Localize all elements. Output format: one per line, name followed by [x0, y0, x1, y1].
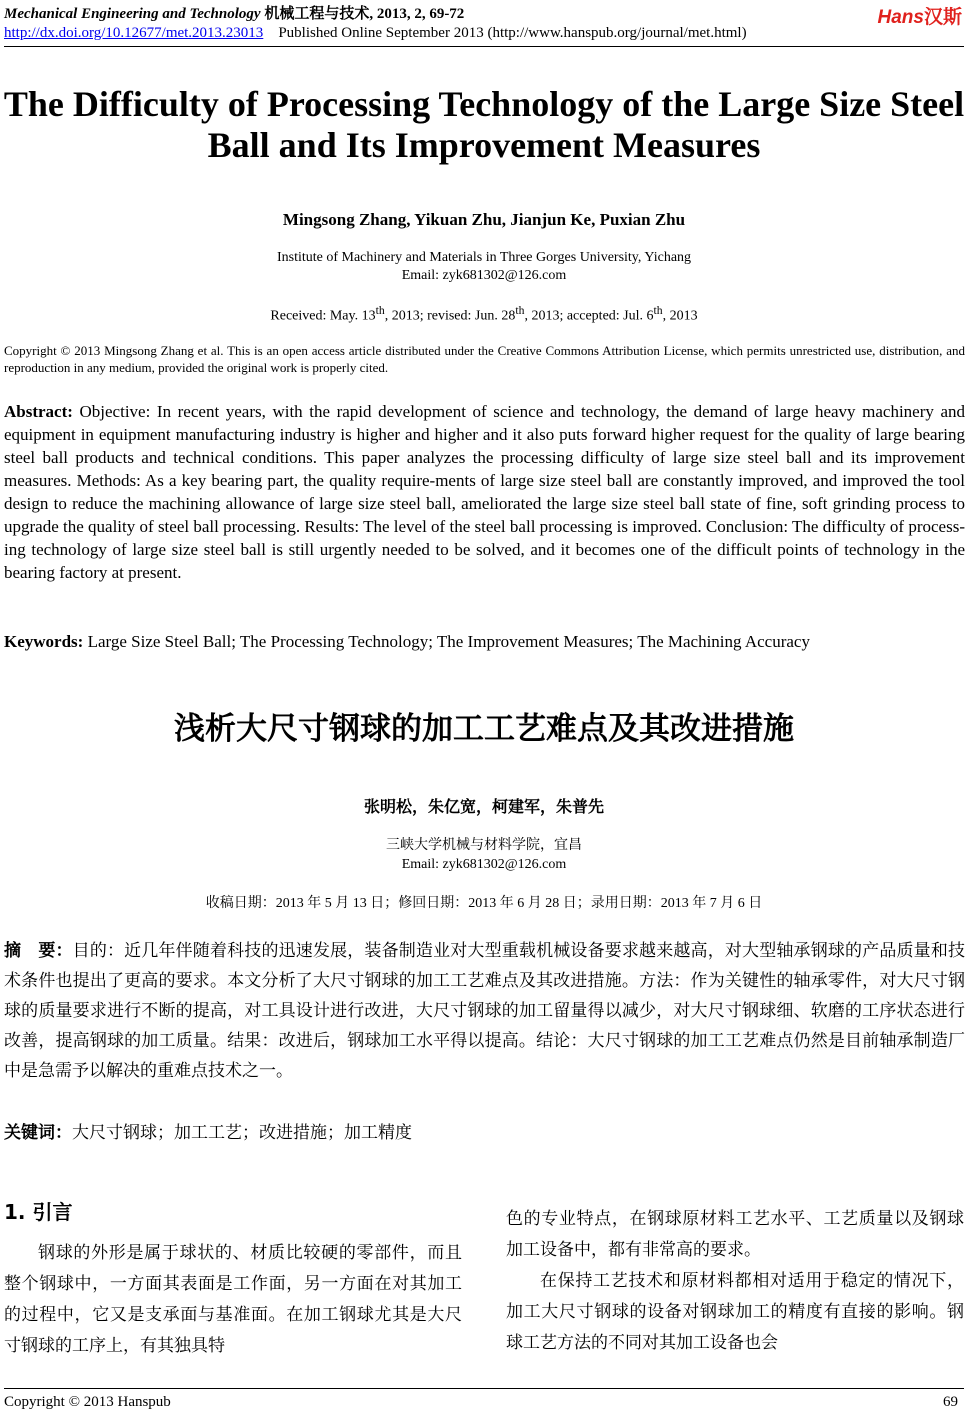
journal-volume-info: 机械工程与技术, 2013, 2, 69-72 [264, 6, 465, 22]
accepted-year: , 2013 [662, 308, 698, 324]
footer-divider [4, 1388, 964, 1389]
accepted-date: , 2013; accepted: Jul. 6 [524, 308, 654, 324]
doi-link[interactable]: http://dx.doi.org/10.12677/met.2013.23013 [4, 25, 264, 41]
abstract-en [4, 400, 965, 584]
section-heading: 1. 引言 [4, 1200, 73, 1224]
keywords-text: Large Size Steel Ball; The Processing Technology; The Improvement Measures; The Machining Accuracy [87, 632, 810, 651]
keywords-cn [4, 1118, 965, 1143]
keywords-cn-label: 关键词： [4, 1123, 72, 1143]
abstract-cn [4, 936, 965, 1086]
received-date: Received: May. 13 [270, 308, 376, 324]
revised-date: , 2013; revised: Jun. 28 [384, 308, 516, 324]
authors-cn: 张明松，朱亿宽，柯建军，朱普先 [363, 797, 604, 816]
abstract-cn-label: 摘 要： [4, 941, 73, 961]
affiliation-block-en [0, 249, 968, 285]
journal-name: Mechanical Engineering and Technology [4, 6, 261, 22]
keywords-cn-text: 大尺寸钢球；加工工艺；改进措施；加工精度 [72, 1123, 412, 1143]
page-number: 69 [943, 1394, 958, 1410]
publisher-logo [878, 2, 962, 29]
paper-title-en: The Difficulty of Processing Technology of the Large Size Steel Ball and Its Improvement Measures [3, 84, 965, 165]
body-paragraph: 色的专业特点，在钢球原材料工艺水平、工艺质量以及钢球加工设备中，都有非常高的要求。 [506, 1209, 964, 1260]
received-dates-cn: 收稿日期：2013 年 5 月 13 日；修回日期：2013 年 6 月 28 日；录用日期：2013 年 7 月 6 日 [205, 896, 763, 911]
journal-header [4, 2, 464, 23]
authors-en: Mingsong Zhang, Yikuan Zhu, Jianjun Ke, Puxian Zhu [282, 210, 686, 229]
ordinal-suffix: th [653, 304, 663, 317]
affiliation-en: Institute of Machinery and Materials in Three Gorges University, Yichang [276, 250, 692, 265]
email-en: Email: zyk681302@126.com [401, 268, 567, 283]
affiliation-block-cn [0, 836, 968, 874]
header-divider [4, 46, 964, 47]
body-column-right [506, 1204, 964, 1359]
abstract-text: Objective: In recent years, with the rapid development of science and technology, the demand of large heavy machinery and equipment in equipment manufacturing industry is higher and higher and it also puts forward higher request for the quality of large bearing steel ball products and technical conditions. This paper analyzes the processing difficulty of large size steel ball and its improvement measures. Methods: As a key bearing part, the quality require-ments of large size steel ball are constantly improved, and improved the tool design to reduce the machining allowance of large size steel ball, ameliorated the large size steel ball state of fine, soft grinding process to upgrade the quality of steel ball processing. Results: The level of the steel ball processing is improved. Conclusion: The difficulty of process-ing technology of large size steel ball is still urgently needed to be solved, and it becomes one of the difficult points of technology in the bearing factory at present. [4, 402, 965, 582]
ordinal-suffix: th [375, 304, 385, 317]
keywords-label: Keywords: [4, 632, 84, 651]
logo-text-en: Hans [877, 7, 924, 28]
published-online: Published Online September 2013 (http://www.hanspub.org/journal/met.html) [278, 25, 747, 41]
ordinal-suffix: th [515, 304, 525, 317]
email-cn: Email: zyk681302@126.com [401, 857, 567, 872]
keywords-en [4, 630, 965, 653]
received-dates-en [0, 304, 968, 325]
paper-title-cn: 浅析大尺寸钢球的加工工艺难点及其改进措施 [174, 711, 794, 747]
body-paragraph: 在保持工艺技术和原材料都相对适用于稳定的情况下，加工大尺寸钢球的设备对钢球加工的精度有直接的影响。钢球工艺方法的不同对其加工设备也会 [506, 1271, 964, 1353]
logo-text-cn: 汉斯 [923, 7, 962, 28]
abstract-label: Abstract: [4, 402, 73, 421]
body-column-left [4, 1238, 462, 1362]
abstract-cn-text: 目的：近几年伴随着科技的迅速发展，装备制造业对大型重载机械设备要求越来越高，对大型轴承钢球的产品质量和技术条件也提出了更高的要求。本文分析了大尺寸钢球的加工工艺难点及其改进措施。方法：作为关键性的轴承零件，对大尺寸钢球的质量要求进行不断的提高，对工具设计进行改进，大尺寸钢球的加工留量得以减少，对大尺寸钢球细、软磨的工序状态进行改善，提高钢球的加工质量。结果：改进后，钢球加工水平得以提高。结论：大尺寸钢球的加工工艺难点仍然是目前轴承制造厂中是急需予以解决的重难点技术之一。 [4, 941, 965, 1081]
affiliation-cn: 三峡大学机械与材料学院，宜昌 [386, 838, 582, 853]
body-paragraph: 钢球的外形是属于球状的、材质比较硬的零部件，而且整个钢球中，一方面其表面是工作面，另一方面在对其加工的过程中，它又是支承面与基准面。在加工钢球尤其是大尺寸钢球的工序上，有其独具特 [4, 1243, 462, 1356]
publication-line [4, 25, 747, 42]
copyright-notice: Copyright © 2013 Mingsong Zhang et al. This is an open access article distributed under the Creative Commons Attribution License, which permits unrestricted use, distribution, and reproduction in any medium, provided the original work is properly cited. [4, 343, 965, 375]
footer-copyright: Copyright © 2013 Hanspub [4, 1394, 171, 1410]
